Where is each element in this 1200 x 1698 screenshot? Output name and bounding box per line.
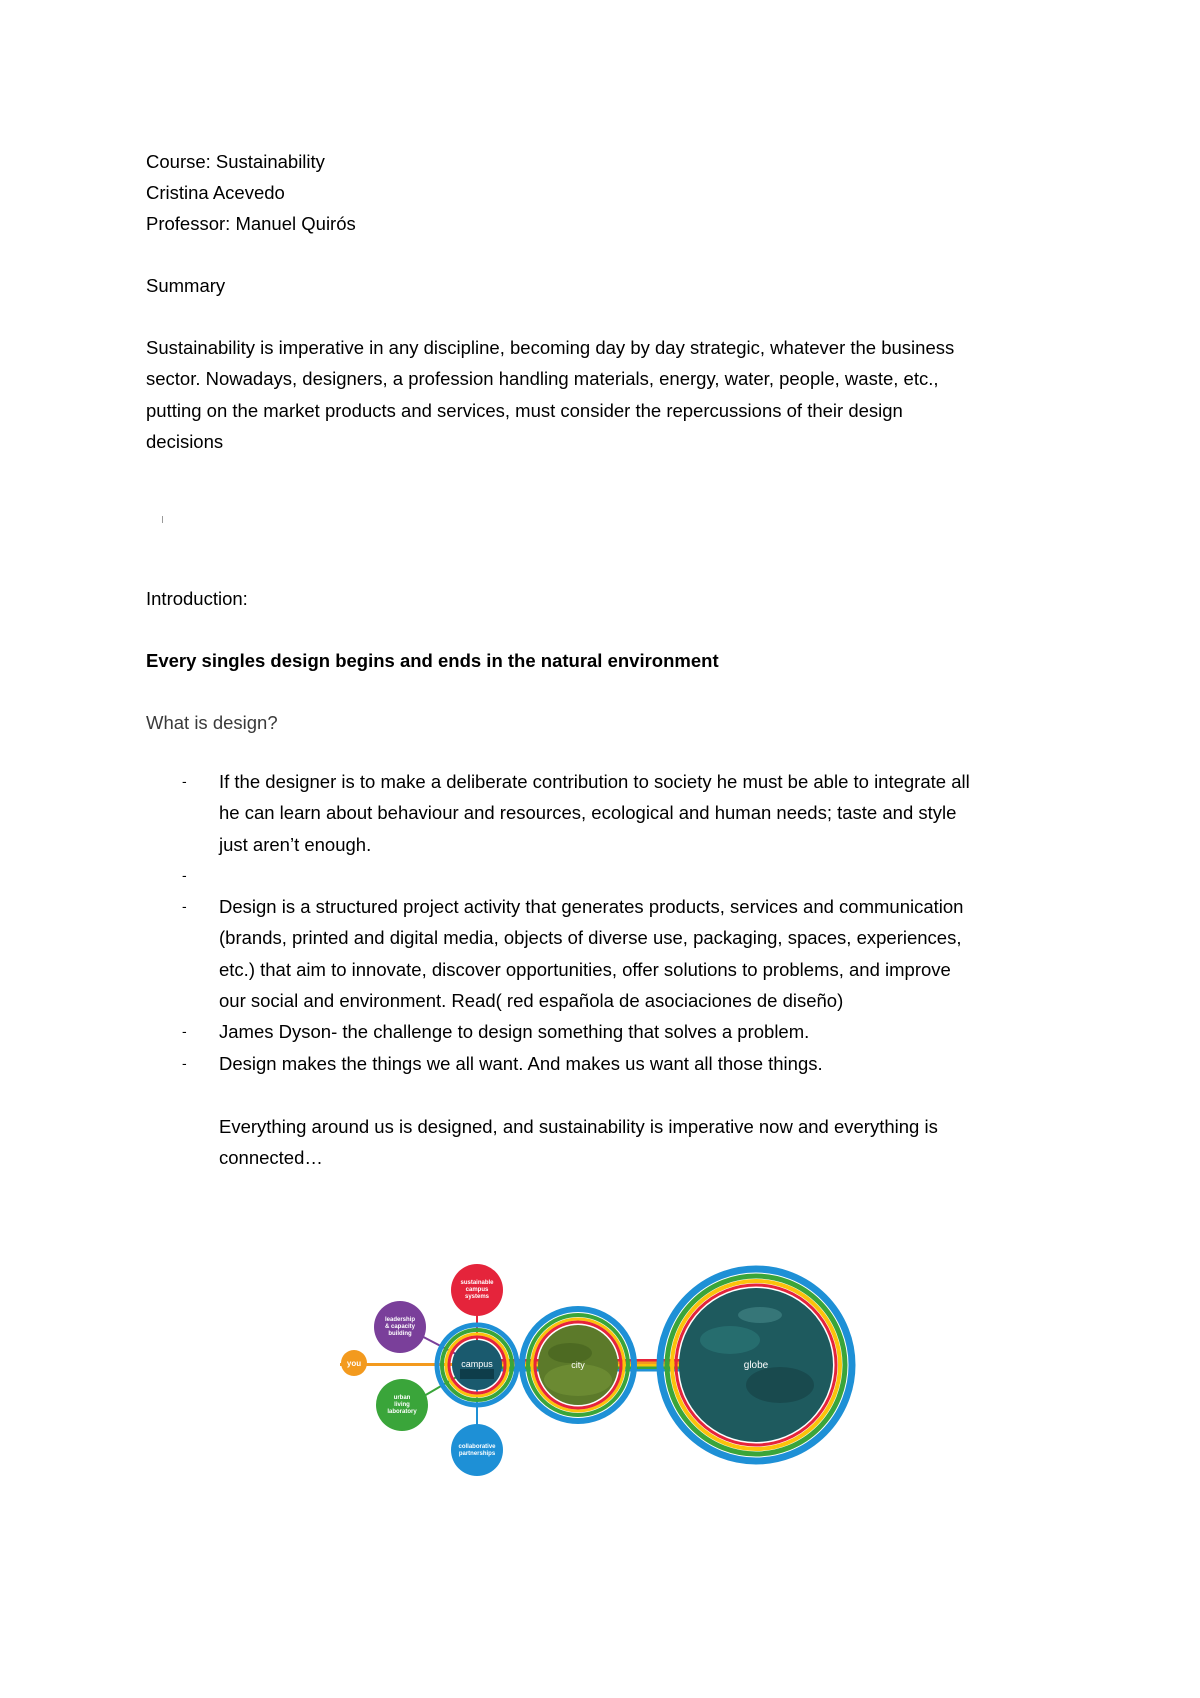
summary-paragraph: [146, 332, 1046, 457]
bullet-mark: -: [182, 898, 187, 915]
summary-line: decisions: [146, 430, 224, 452]
list-item-line: [219, 860, 1082, 891]
list-item: [182, 1048, 1082, 1079]
satellite-label: leadership: [384, 1317, 416, 1323]
list-item-line: James Dyson- the challenge to design something that solves a problem.: [219, 1021, 810, 1043]
bullet-mark: -: [182, 866, 187, 883]
summary-line: putting on the market products and services, must consider the repercussions of their design: [146, 399, 903, 421]
you-label: you: [346, 1359, 362, 1368]
bullet-mark: -: [182, 1054, 187, 1071]
design-definitions-list: [182, 766, 1082, 1079]
list-item: [182, 1016, 1082, 1047]
closing-paragraph: [219, 1111, 938, 1174]
satellite-collaborative: [451, 1424, 503, 1476]
list-item-line: our social and environment. Read( red española de asociaciones de diseño): [219, 990, 844, 1012]
list-item-line: Design is a structured project activity that generates products, services and communication: [219, 896, 964, 918]
city-node: [522, 1309, 634, 1421]
bullet-mark: -: [182, 773, 187, 789]
satellite-label: systems: [464, 1294, 490, 1300]
campus-label: campus: [461, 1359, 493, 1369]
city-label: city: [571, 1360, 585, 1370]
course-line: Course: Sustainability: [146, 151, 325, 172]
globe-node: [660, 1269, 852, 1461]
what-is-design-question: What is design?: [146, 712, 278, 733]
satellite-label: partnerships: [458, 1451, 496, 1457]
list-item: [182, 860, 1082, 891]
satellite-label: urban: [393, 1395, 411, 1401]
list-item: [182, 766, 1082, 860]
list-item-line: Design makes the things we all want. And makes us want all those things.: [219, 1052, 823, 1074]
satellite-label: collaborative: [458, 1444, 496, 1450]
professor-line: Professor: Manuel Quirós: [146, 213, 356, 234]
satellite-label: campus: [465, 1287, 489, 1293]
list-item-line: he can learn about behaviour and resources, ecological and human needs; taste and style: [219, 802, 957, 824]
summary-line: Sustainability is imperative in any discipline, becoming day by day strategic, whatever the business: [146, 337, 955, 358]
closing-line: Everything around us is designed, and sustainability is imperative now and everything is: [219, 1116, 938, 1137]
satellite-urban: [376, 1379, 428, 1431]
list-item-line: If the designer is to make a deliberate contribution to society he must be able to integrate all: [219, 771, 970, 792]
summary-line: sector. Nowadays, designers, a profession handling materials, energy, water, people, waste, etc.,: [146, 368, 939, 390]
sustainability-scale-diagram: [320, 1245, 880, 1490]
satellite-leadership: [374, 1301, 426, 1353]
list-item: [182, 891, 1082, 1016]
closing-line: connected…: [219, 1147, 323, 1169]
list-item-line: just aren’t enough.: [219, 833, 372, 855]
you-node: [341, 1350, 367, 1376]
stray-mark: [162, 516, 163, 523]
satellite-sustainable: [451, 1264, 503, 1316]
bullet-mark: -: [182, 1023, 187, 1040]
satellite-label: laboratory: [387, 1409, 417, 1415]
summary-heading: Summary: [146, 275, 226, 296]
author-line: Cristina Acevedo: [146, 182, 285, 203]
satellite-label: living: [394, 1402, 410, 1408]
list-item-line: etc.) that aim to innovate, discover opportunities, offer solutions to problems, and improve: [219, 958, 951, 980]
satellite-label: building: [388, 1331, 412, 1337]
list-item-line: (brands, printed and digital media, objects of diverse use, packaging, spaces, experiences,: [219, 927, 962, 949]
introduction-subheading: Every singles design begins and ends in the natural environment: [146, 650, 719, 671]
introduction-heading: Introduction:: [146, 588, 248, 609]
globe-label: globe: [743, 1360, 769, 1371]
campus-node: [437, 1325, 517, 1405]
satellite-label: sustainable: [460, 1280, 494, 1286]
satellite-label: & capacity: [384, 1324, 416, 1330]
